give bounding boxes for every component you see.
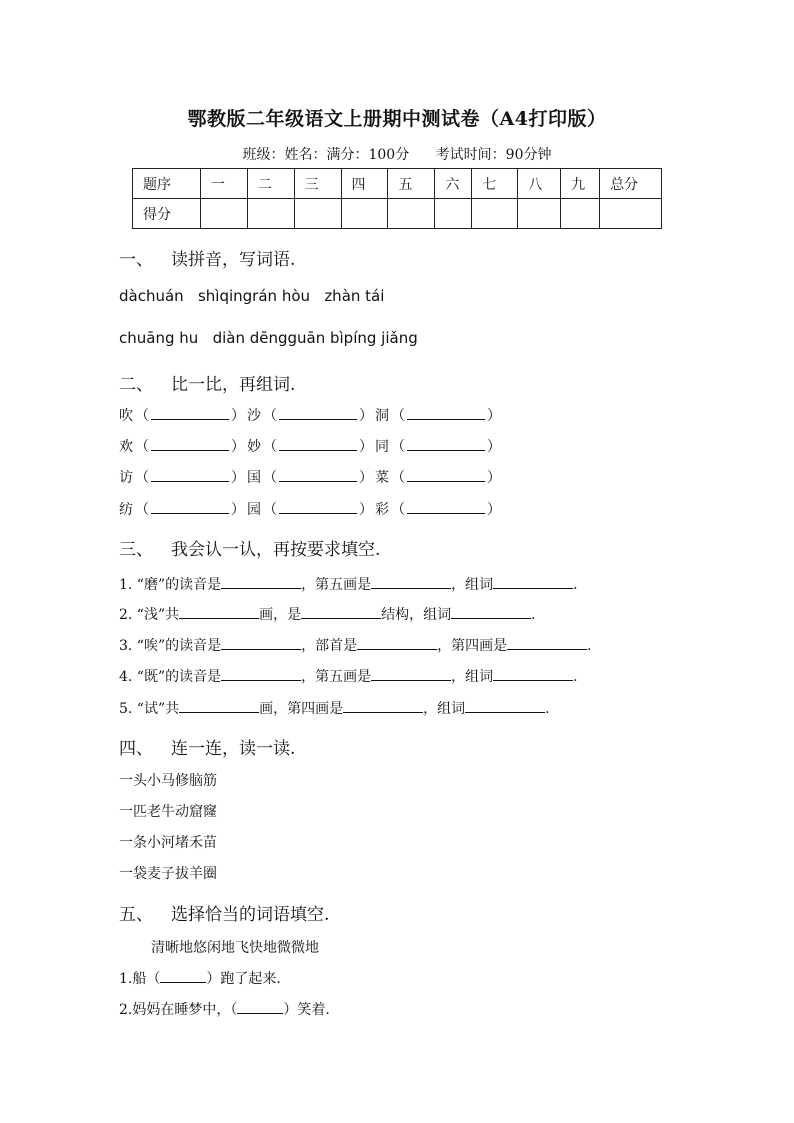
compare-char: 沙	[247, 408, 261, 424]
compare-row: 纺 （ ） 园 （ ） 彩 （ ）	[119, 499, 503, 519]
answer-blank[interactable]	[221, 666, 301, 681]
question-text: 画，第四画是	[259, 701, 344, 717]
section-number: 三、	[119, 540, 153, 560]
compare-row: 欢 （ ） 妙 （ ） 同 （ ）	[119, 436, 503, 456]
score-cell[interactable]	[600, 199, 662, 229]
class-name-score: 班级：姓名：满分：100分	[242, 147, 410, 163]
row-label: 得分	[133, 199, 201, 229]
answer-blank[interactable]	[151, 467, 229, 482]
question-text: 结构，组词	[381, 607, 452, 623]
match-line: 一头小马修脑筋	[119, 773, 217, 789]
header-cell: 二	[247, 169, 294, 199]
section-title: 连一连，读一读.	[171, 739, 296, 759]
question-text: ）跑了起来.	[206, 971, 281, 987]
answer-blank[interactable]	[160, 968, 206, 983]
question-text: ，组词	[423, 701, 466, 717]
answer-blank[interactable]	[507, 635, 587, 650]
compare-char: 妙	[247, 439, 261, 455]
question-text: 4. “既”的读音是	[119, 669, 222, 685]
choose-question-2	[119, 999, 330, 1019]
pinyin-line-2: chuāng hu diàn dēngguān bìpíng jiǎng	[119, 329, 418, 347]
question-text: ，组词	[451, 669, 494, 685]
header-cell: 九	[561, 169, 600, 199]
score-table-header-row	[133, 169, 662, 199]
score-cell[interactable]	[435, 199, 472, 229]
fill-question-3	[119, 635, 592, 655]
word-bank: 清晰地悠闲地飞快地微微地	[151, 940, 319, 956]
answer-blank[interactable]	[493, 574, 573, 589]
answer-blank[interactable]	[357, 635, 437, 650]
fill-question-4	[119, 666, 578, 686]
question-text: ，第四画是	[437, 638, 508, 654]
answer-blank[interactable]	[465, 698, 545, 713]
section-number: 一、	[119, 250, 153, 270]
answer-blank[interactable]	[151, 499, 229, 514]
exam-info	[0, 144, 794, 164]
question-text: .	[573, 669, 578, 685]
score-cell[interactable]	[247, 199, 294, 229]
section-number: 二、	[119, 375, 153, 395]
question-text: ，第五画是	[301, 577, 372, 593]
score-cell[interactable]	[388, 199, 435, 229]
score-cell[interactable]	[518, 199, 561, 229]
header-cell: 三	[294, 169, 341, 199]
compare-char: 菜	[375, 470, 389, 486]
compare-row: 吹 （ ） 沙 （ ） 洞 （ ）	[119, 405, 503, 425]
page-title: 鄂教版二年级语文上册期中测试卷（A4打印版）	[187, 108, 607, 130]
fill-question-1	[119, 574, 578, 594]
question-text: ）笑着.	[283, 1002, 330, 1018]
header-cell: 五	[388, 169, 435, 199]
answer-blank[interactable]	[151, 436, 229, 451]
section-1-heading	[119, 245, 295, 270]
header-cell: 七	[472, 169, 518, 199]
compare-char: 纺	[119, 502, 133, 518]
header-cell: 六	[435, 169, 472, 199]
question-text: 2. “浅”共	[119, 607, 180, 623]
compare-row: 访 （ ） 国 （ ） 菜 （ ）	[119, 467, 503, 487]
section-title: 选择恰当的词语填空.	[171, 905, 330, 925]
compare-char: 国	[247, 470, 261, 486]
fill-question-2	[119, 604, 536, 624]
question-text: ，组词	[451, 577, 494, 593]
score-cell[interactable]	[294, 199, 341, 229]
answer-blank[interactable]	[407, 467, 485, 482]
answer-blank[interactable]	[279, 405, 357, 420]
score-cell[interactable]	[472, 199, 518, 229]
answer-blank[interactable]	[179, 604, 259, 619]
score-table	[132, 168, 662, 229]
answer-blank[interactable]	[279, 467, 357, 482]
pinyin-line-1: dàchuán shìqingrán hòu zhàn tái	[119, 287, 385, 305]
answer-blank[interactable]	[179, 698, 259, 713]
question-text: 2.妈妈在睡梦中，（	[119, 1002, 238, 1018]
question-text: 3. “唉”的读音是	[119, 638, 222, 654]
compare-char: 园	[247, 502, 261, 518]
answer-blank[interactable]	[221, 635, 301, 650]
match-line: 一条小河堵禾苗	[119, 835, 217, 851]
score-table-score-row	[133, 199, 662, 229]
section-5-heading	[119, 900, 329, 925]
question-text: 5. “试”共	[119, 701, 180, 717]
score-cell[interactable]	[200, 199, 247, 229]
answer-blank[interactable]	[151, 405, 229, 420]
compare-char: 吹	[119, 408, 133, 424]
question-text: ，第五画是	[301, 669, 372, 685]
score-cell[interactable]	[341, 199, 388, 229]
question-text: .	[573, 577, 578, 593]
section-title: 读拼音，写词语.	[171, 250, 296, 270]
compare-char: 彩	[375, 502, 389, 518]
answer-blank[interactable]	[371, 666, 451, 681]
header-cell: 八	[518, 169, 561, 199]
section-2-heading	[119, 370, 295, 395]
answer-blank[interactable]	[301, 604, 381, 619]
answer-blank[interactable]	[407, 436, 485, 451]
section-title: 比一比，再组词.	[171, 375, 296, 395]
match-line: 一袋麦子拔羊圈	[119, 866, 217, 882]
compare-char: 访	[119, 470, 133, 486]
compare-char: 洞	[375, 408, 389, 424]
answer-blank[interactable]	[279, 499, 357, 514]
exam-time: 考试时间：90分钟	[435, 147, 552, 163]
compare-char: 同	[375, 439, 389, 455]
section-3-heading	[119, 535, 380, 560]
header-cell: 四	[341, 169, 388, 199]
answer-blank[interactable]	[407, 499, 485, 514]
question-text: .	[587, 638, 592, 654]
answer-blank[interactable]	[237, 999, 283, 1014]
section-title: 我会认一认，再按要求填空.	[171, 540, 381, 560]
section-number: 四、	[119, 739, 153, 759]
answer-blank[interactable]	[371, 574, 451, 589]
answer-blank[interactable]	[343, 698, 423, 713]
question-text: .	[531, 607, 536, 623]
section-4-heading	[119, 734, 295, 759]
header-cell: 题序	[133, 169, 201, 199]
answer-blank[interactable]	[451, 604, 531, 619]
match-line: 一匹老牛动窟窿	[119, 804, 217, 820]
question-text: 1.船（	[119, 971, 161, 987]
answer-blank[interactable]	[221, 574, 301, 589]
compare-char: 欢	[119, 439, 133, 455]
answer-blank[interactable]	[493, 666, 573, 681]
question-text: 画，是	[259, 607, 302, 623]
choose-question-1	[119, 968, 281, 988]
answer-blank[interactable]	[407, 405, 485, 420]
question-text: .	[545, 701, 550, 717]
answer-blank[interactable]	[279, 436, 357, 451]
question-text: ，部首是	[301, 638, 358, 654]
section-number: 五、	[119, 905, 153, 925]
header-cell: 总分	[600, 169, 662, 199]
score-cell[interactable]	[561, 199, 600, 229]
fill-question-5	[119, 698, 550, 718]
header-cell: 一	[200, 169, 247, 199]
question-text: 1. “磨”的读音是	[119, 577, 222, 593]
